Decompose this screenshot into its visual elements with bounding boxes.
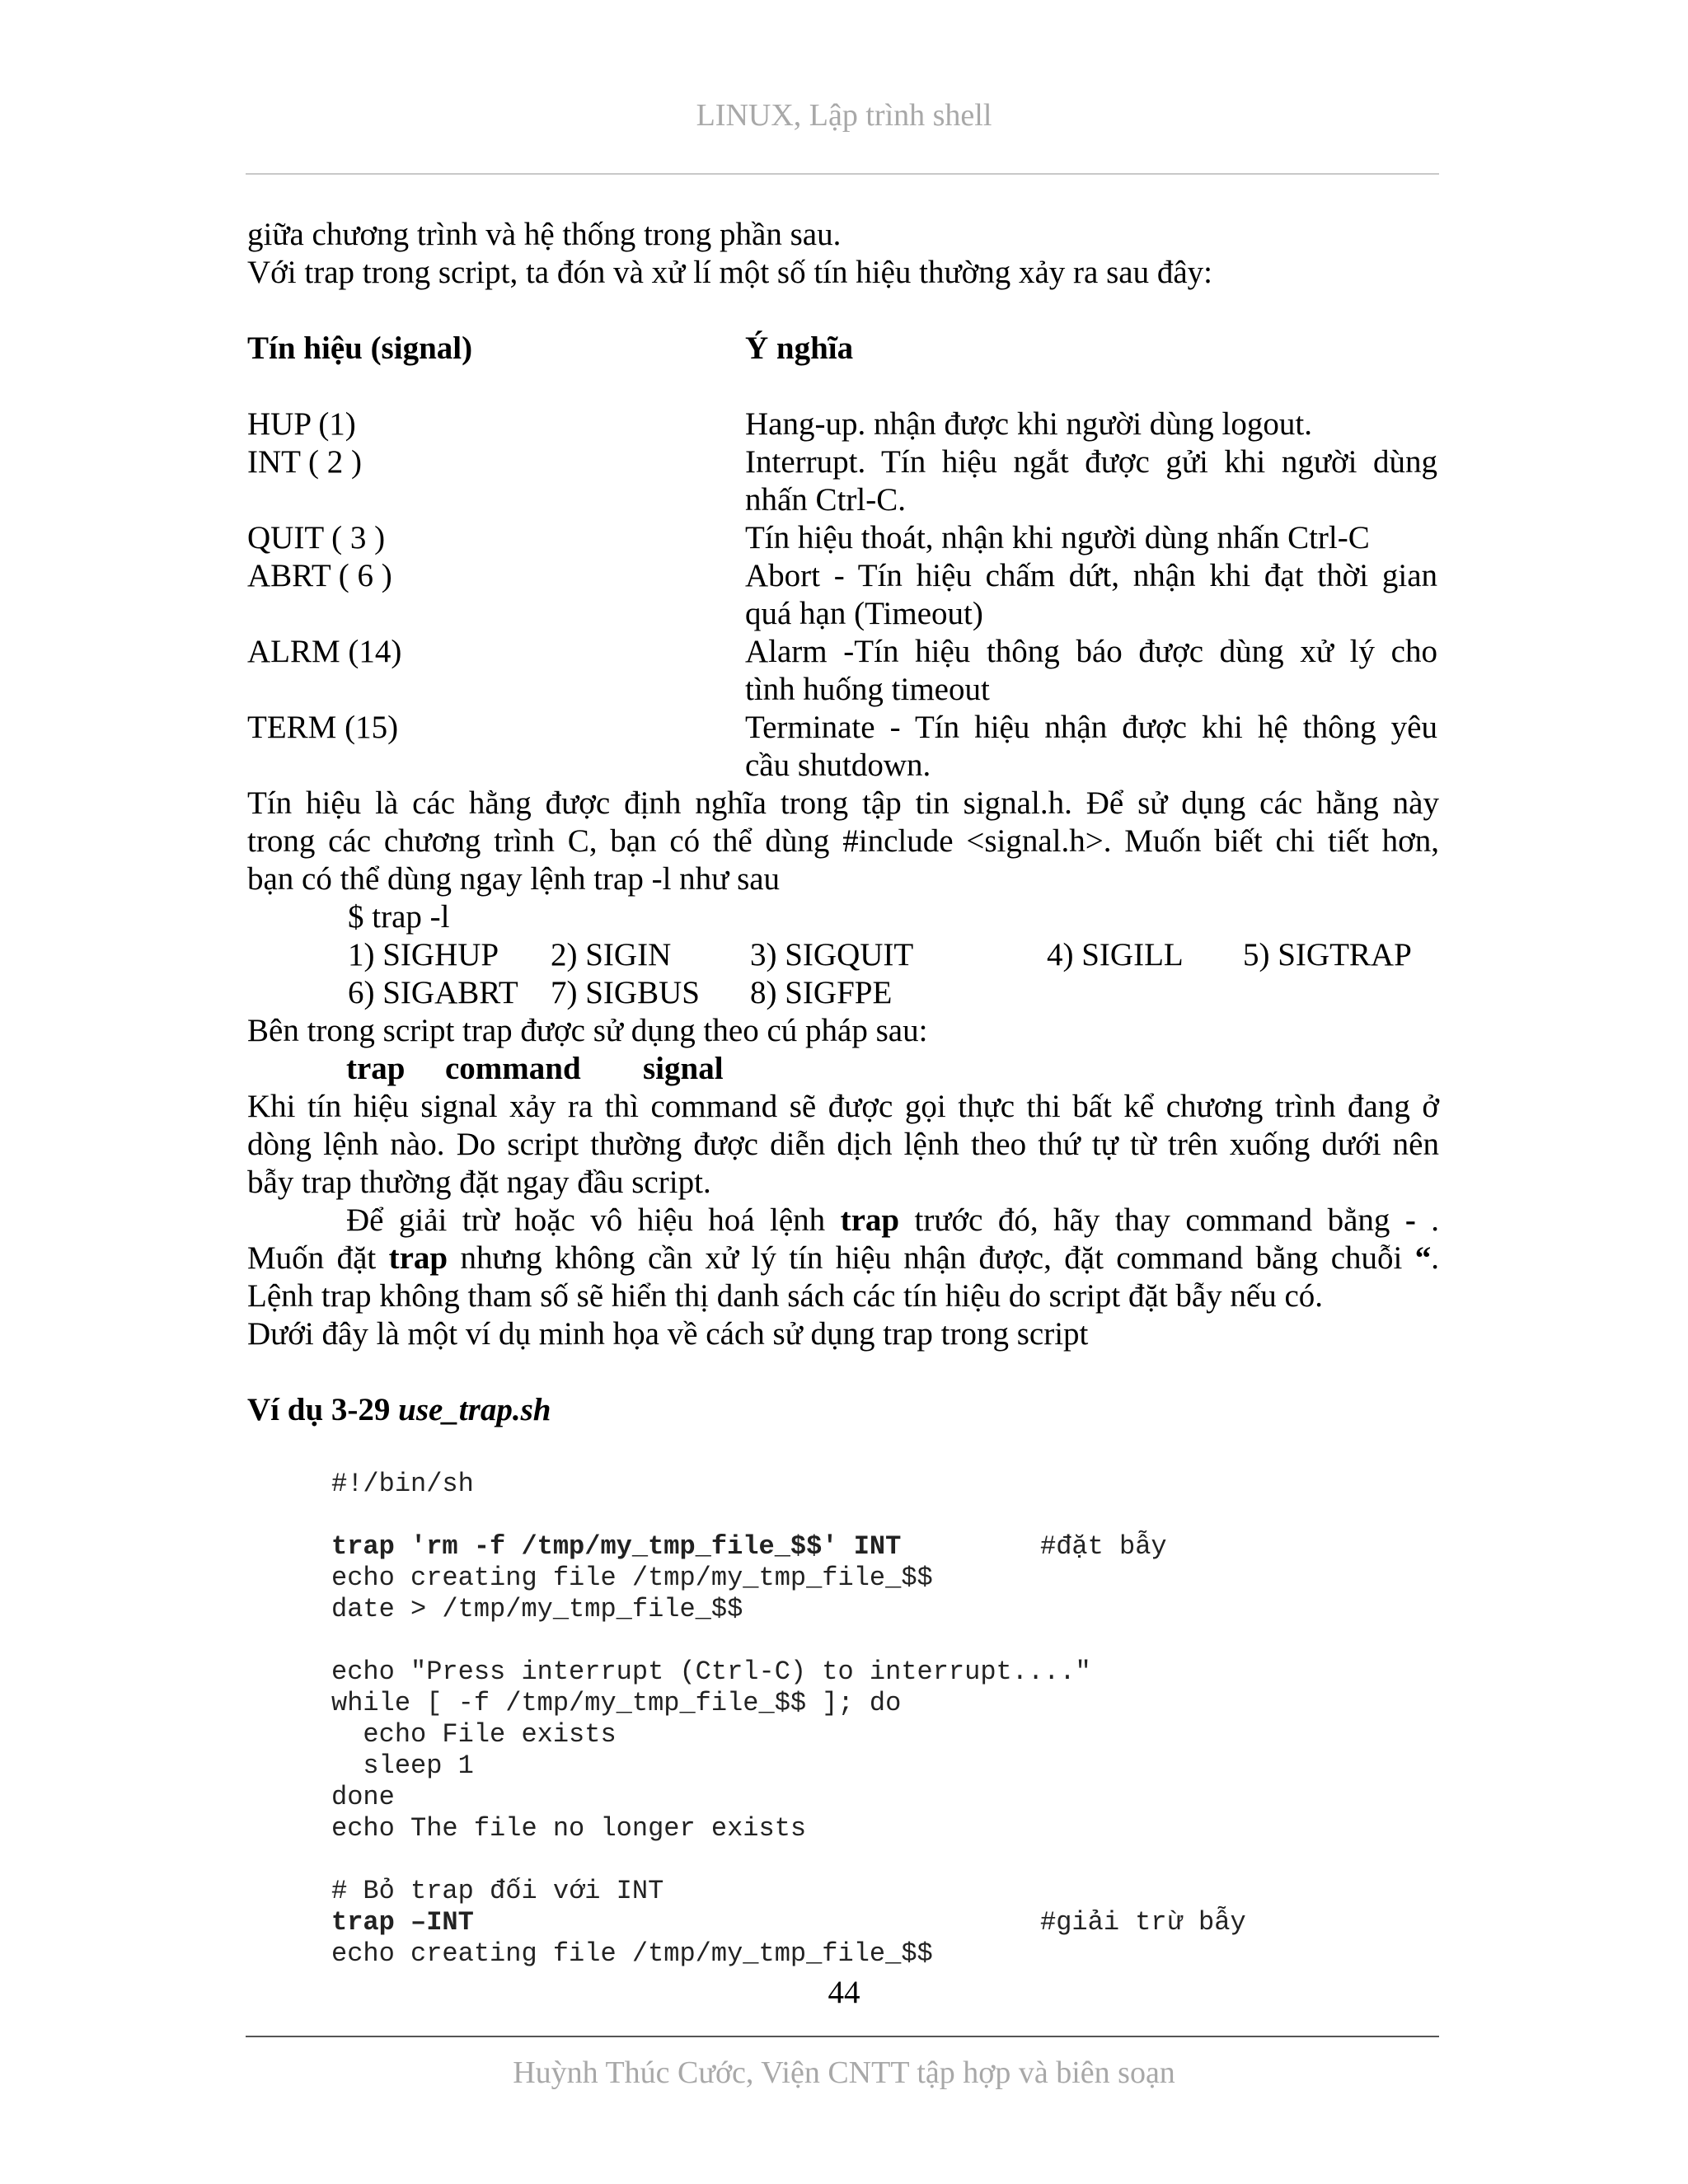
intro-line: Với trap trong script, ta đón và xử lí một số tín hiệu thường xảy ra sau đây: <box>247 255 1212 290</box>
signal-name: TERM (15) <box>247 710 399 745</box>
signal-meaning: Abort - Tín hiệu chấm dứt, nhận khi đạt thời gian <box>745 558 1437 593</box>
code-line: echo creating file /tmp/my_tmp_file_$$ <box>331 1938 933 1969</box>
paragraph-line: Lệnh trap không tham số sẽ hiển thị danh sách các tín hiệu do script đặt bẫy nếu có. <box>247 1278 1324 1314</box>
trap-list-item: 6) SIGABRT <box>348 975 518 1010</box>
syntax-intro: Bên trong script trap được sử dụng theo cú pháp sau: <box>247 1013 928 1048</box>
signal-meaning: Tín hiệu thoát, nhận khi người dùng nhấn Ctrl-C <box>745 520 1370 555</box>
trap-list-item: 3) SIGQUIT <box>750 937 914 972</box>
code-line: # Bỏ trap đối với INT <box>331 1876 664 1906</box>
trap-list-command: $ trap -l <box>348 899 450 935</box>
signal-meaning: nhấn Ctrl-C. <box>745 482 906 518</box>
signal-meaning: tình huống timeout <box>745 672 990 707</box>
paragraph-line: bạn có thể dùng ngay lệnh trap -l như sau <box>247 861 781 897</box>
signal-meaning: quá hạn (Timeout) <box>745 596 983 631</box>
code-comment: #giải trừ bẫy <box>1040 1907 1246 1938</box>
page-number: 44 <box>828 1975 860 2010</box>
code-line: echo "Press interrupt (Ctrl-C) to interrupt...." <box>331 1657 1091 1687</box>
syntax-keyword-trap: trap <box>346 1051 406 1086</box>
code-line: trap 'rm -f /tmp/my_tmp_file_$$' INT <box>331 1531 902 1562</box>
paragraph-line: bẫy trap thường đặt ngay đầu script. <box>247 1165 711 1200</box>
syntax-keyword-signal: signal <box>643 1051 724 1086</box>
signal-name: INT ( 2 ) <box>247 444 362 480</box>
trap-list-item: 4) SIGILL <box>1047 937 1184 972</box>
paragraph-line: Để giải trừ hoặc vô hiệu hoá lệnh trap trước đó, hãy thay command bằng - . <box>346 1202 1440 1238</box>
code-line: echo The file no longer exists <box>331 1813 807 1844</box>
paragraph-line: Khi tín hiệu signal xảy ra thì command sẽ được gọi thực thi bất kể chương trình đang ở <box>247 1089 1439 1124</box>
example-heading: Ví dụ 3-29 use_trap.sh <box>247 1392 551 1427</box>
code-line: sleep 1 <box>331 1750 474 1781</box>
table-header-signal: Tín hiệu (signal) <box>247 330 473 366</box>
trap-list-item: 2) SIGIN <box>551 937 672 972</box>
signal-meaning: Terminate - Tín hiệu nhận được khi hệ thông yêu <box>745 710 1437 745</box>
signal-meaning: Alarm -Tín hiệu thông báo được dùng xử lý cho <box>745 634 1437 669</box>
signal-meaning: Hang-up. nhận được khi người dùng logout. <box>745 406 1312 442</box>
signal-name: HUP (1) <box>247 406 356 442</box>
signal-meaning: Interrupt. Tín hiệu ngắt được gửi khi người dùng <box>745 444 1437 480</box>
paragraph-line: trong các chương trình C, bạn có thể dùng #include <signal.h>. Muốn biết chi tiết hơn, <box>247 823 1439 859</box>
footer-divider <box>246 2036 1439 2037</box>
code-line: date > /tmp/my_tmp_file_$$ <box>331 1594 743 1624</box>
running-header: LINUX, Lập trình shell <box>696 98 992 133</box>
intro-line: giữa chương trình và hệ thống trong phần sau. <box>247 217 842 252</box>
trap-list-item: 7) SIGBUS <box>551 975 700 1010</box>
paragraph-line: Muốn đặt trap nhưng không cần xử lý tín hiệu nhận được, đặt command bằng chuỗi “. <box>247 1240 1439 1276</box>
code-line: #!/bin/sh <box>331 1469 474 1499</box>
trap-list-item: 1) SIGHUP <box>348 937 499 972</box>
paragraph-line: Tín hiệu là các hằng được định nghĩa trong tập tin signal.h. Để sử dụng các hằng này <box>247 785 1439 821</box>
code-comment: #đặt bẫy <box>1040 1531 1167 1562</box>
trap-list-item: 8) SIGFPE <box>750 975 893 1010</box>
code-line: while [ -f /tmp/my_tmp_file_$$ ]; do <box>331 1688 902 1718</box>
trap-list-item: 5) SIGTRAP <box>1243 937 1412 972</box>
code-line: done <box>331 1782 395 1812</box>
signal-name: ALRM (14) <box>247 634 402 669</box>
code-line: echo File exists <box>331 1719 617 1750</box>
paragraph-line: dòng lệnh nào. Do script thường được diễn dịch lệnh theo thứ tự từ trên xuống dưới nên <box>247 1127 1439 1162</box>
code-line: trap –INT <box>331 1907 474 1938</box>
syntax-keyword-command: command <box>445 1051 581 1086</box>
header-divider <box>246 173 1439 175</box>
signal-name: ABRT ( 6 ) <box>247 558 392 593</box>
paragraph-line: Dưới đây là một ví dụ minh họa về cách sử dụng trap trong script <box>247 1316 1089 1352</box>
code-line: echo creating file /tmp/my_tmp_file_$$ <box>331 1563 933 1593</box>
running-footer: Huỳnh Thúc Cước, Viện CNTT tập hợp và biên soạn <box>513 2055 1175 2090</box>
table-header-meaning: Ý nghĩa <box>745 330 854 366</box>
signal-name: QUIT ( 3 ) <box>247 520 386 555</box>
signal-meaning: cầu shutdown. <box>745 748 931 783</box>
